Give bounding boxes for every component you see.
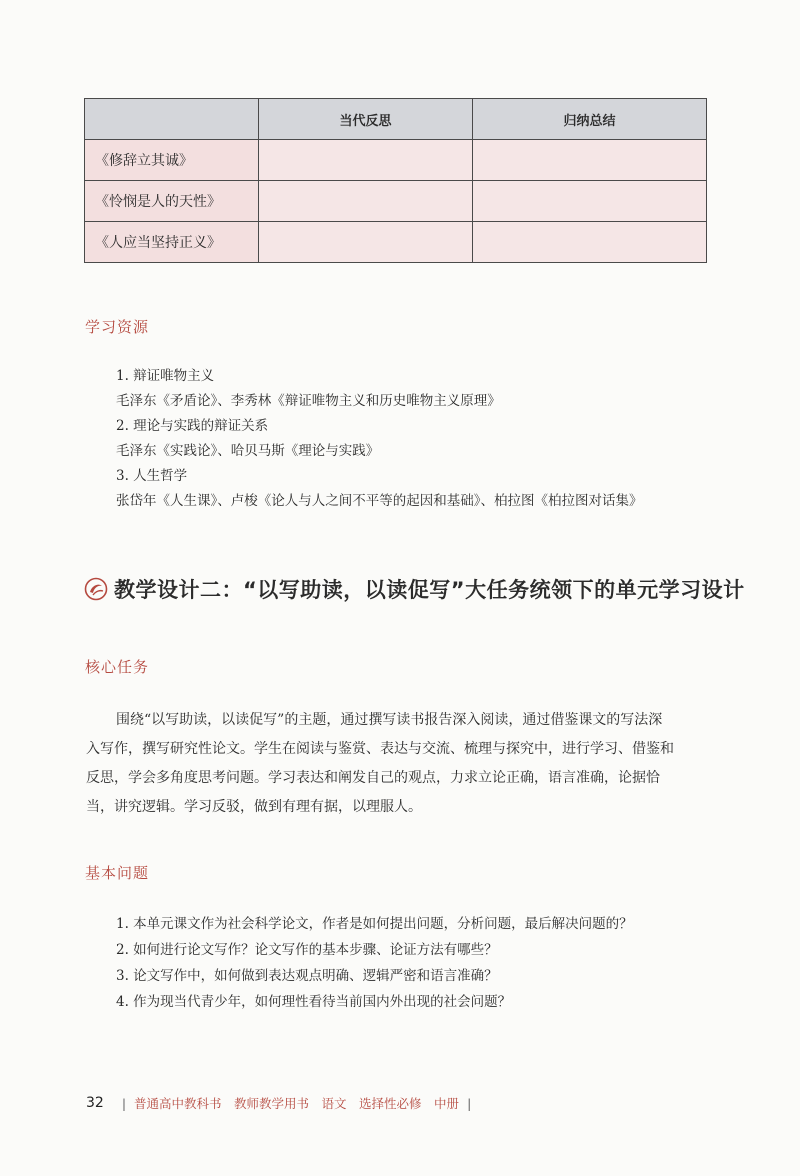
- question-item: 4. 作为现当代青少年，如何理性看待当前国内外出现的社会问题？: [116, 994, 512, 1010]
- footer-divider: |: [121, 1095, 127, 1111]
- table-row-label: 《人应当坚持正义》: [85, 222, 259, 263]
- table-cell: [473, 222, 707, 263]
- question-item: 3. 论文写作中，如何做到表达观点明确、逻辑严密和语言准确？: [116, 968, 498, 984]
- table-row: [85, 181, 707, 222]
- paragraph-line: 入写作，撰写研究性论文。学生在阅读与鉴赏、表达与交流、梳理与探究中，进行学习、借鉴和: [86, 741, 674, 757]
- table-row: [85, 222, 707, 263]
- basic-questions-heading: 基本问题: [85, 864, 150, 882]
- paragraph-line: 反思，学会多角度思考问题。学习表达和阐发自己的观点，力求立论正确，语言准确，论据恰: [86, 770, 660, 786]
- table-header-blank: [85, 99, 259, 140]
- resources-heading: 学习资源: [85, 318, 150, 336]
- question-item: 1. 本单元课文作为社会科学论文，作者是如何提出问题，分析问题，最后解决问题的？: [116, 916, 633, 932]
- table-cell: [473, 140, 707, 181]
- table-header-reflection: 当代反思: [259, 99, 473, 140]
- resource-line: 2. 理论与实践的辩证关系: [116, 418, 269, 434]
- reflection-table-wrap: [84, 98, 706, 263]
- table-row-label: 《修辞立其诚》: [85, 140, 259, 181]
- resource-line: 毛泽东《实践论》、哈贝马斯《理论与实践》: [116, 443, 380, 459]
- resource-line: 毛泽东《矛盾论》、李秀林《辩证唯物主义和历史唯物主义原理》: [116, 393, 501, 409]
- paragraph-line: 当，讲究逻辑。学习反驳，做到有理有据，以理服人。: [86, 799, 422, 815]
- core-task-paragraph: [86, 706, 706, 822]
- table-row-label: 《怜悯是人的天性》: [85, 181, 259, 222]
- page-footer: [86, 1094, 479, 1112]
- design-title: [84, 574, 745, 604]
- core-task-heading: 核心任务: [85, 658, 150, 676]
- question-item: 2. 如何进行论文写作？论文写作的基本步骤、论证方法有哪些？: [116, 942, 498, 958]
- footer-divider: |: [467, 1095, 472, 1111]
- resource-line: 3. 人生哲学: [116, 468, 188, 484]
- table-cell: [473, 181, 707, 222]
- resource-line: 1. 辩证唯物主义: [116, 368, 215, 384]
- table-cell: [259, 222, 473, 263]
- reflection-table: [84, 98, 707, 263]
- page-number: 32: [86, 1095, 104, 1111]
- table-cell: [259, 181, 473, 222]
- resource-line: 张岱年《人生课》、卢梭《论人与人之间不平等的起因和基础》、柏拉图《柏拉图对话集》: [116, 493, 643, 509]
- design-title-text: 教学设计二：“以写助读，以读促写”大任务统领下的单元学习设计: [114, 578, 745, 602]
- table-header-summary: 归纳总结: [473, 99, 707, 140]
- footer-book-title: 普通高中教科书 教师教学用书 语文 选择性必修 中册: [134, 1096, 460, 1111]
- table-header-row: [85, 99, 707, 140]
- table-cell: [259, 140, 473, 181]
- swirl-logo-icon: [84, 577, 108, 601]
- table-row: [85, 140, 707, 181]
- paragraph-line: 围绕“以写助读，以读促写”的主题，通过撰写读书报告深入阅读，通过借鉴课文的写法深: [116, 712, 663, 728]
